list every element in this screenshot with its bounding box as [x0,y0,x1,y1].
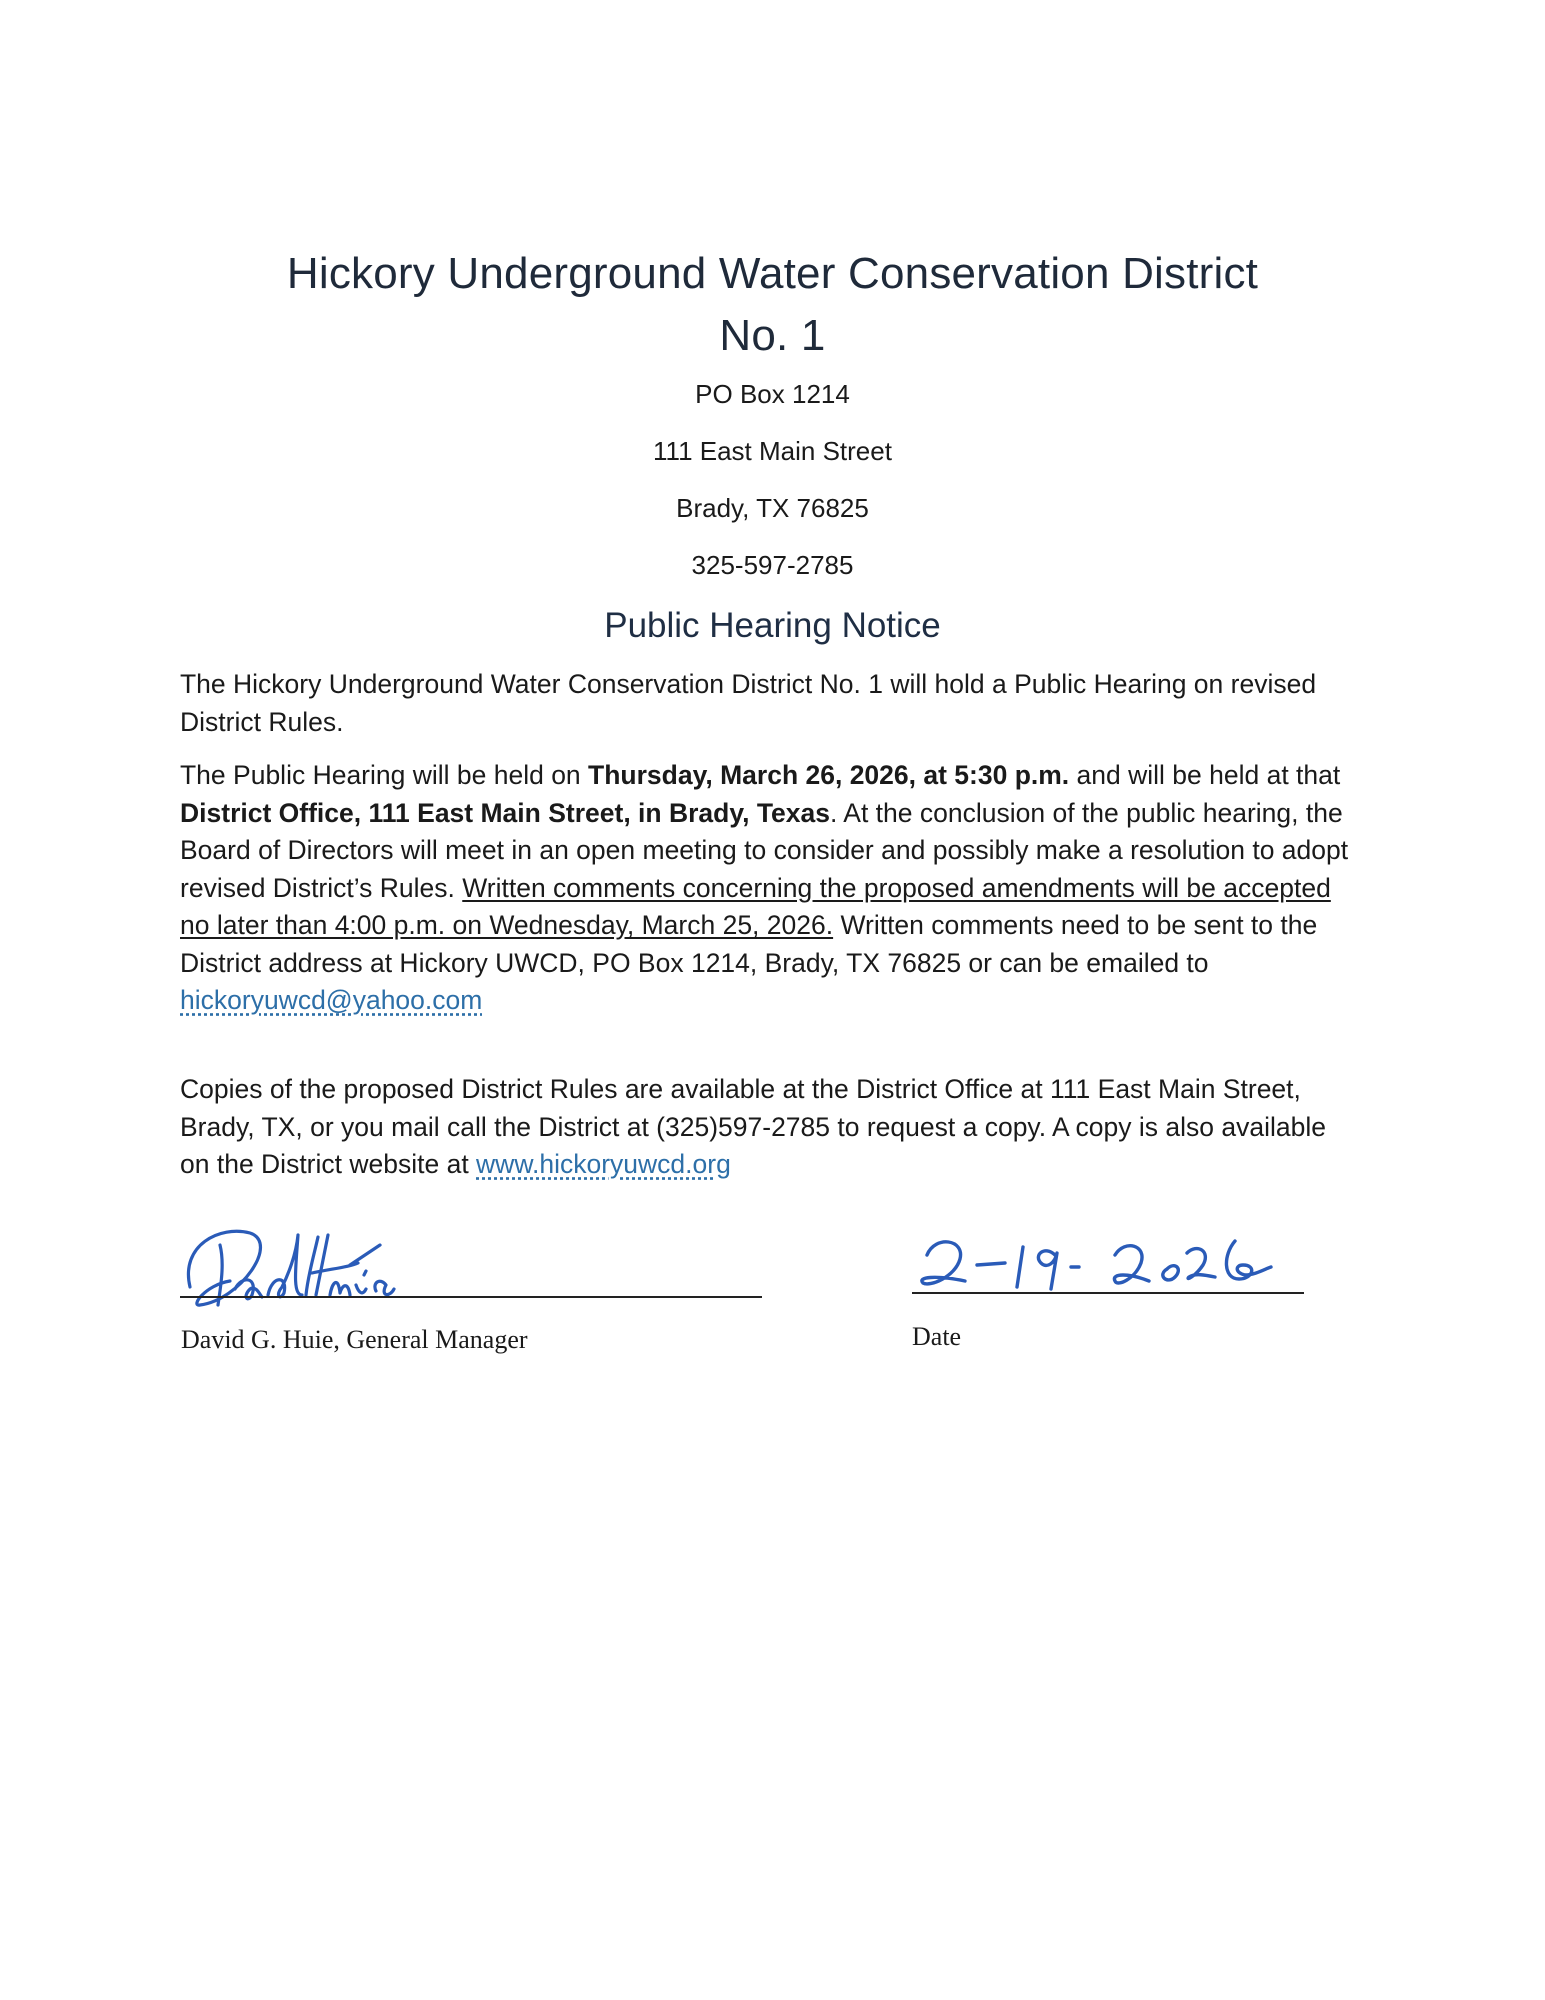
signature-line [180,1296,762,1298]
district-number-title: No. 1 [719,311,826,360]
hearing-datetime: Thursday, March 26, 2026, at 5:30 p.m. [588,760,1070,790]
notice-heading: Public Hearing Notice [604,606,941,645]
text: Written comments need to be sent to the District address at Hickory UWCD, PO Box 1214, Brady, TX 76825 or can be emailed to [180,910,1318,978]
date-line [912,1292,1304,1294]
district-name-title: Hickory Underground Water Conservation District [286,249,1259,298]
copies-paragraph [180,1071,1360,1184]
signer-name-title: David G. Huie, General Manager [181,1325,528,1354]
address-city: Brady, TX 76825 [676,493,869,523]
address-street: 111 East Main Street [653,436,892,466]
hearing-details-paragraph [180,757,1360,1020]
intro-paragraph: The Hickory Underground Water Conservation District No. 1 will hold a Public Hearing on revised District Rules. [180,669,1317,737]
address-phone: 325-597-2785 [691,550,854,580]
text: and will be held at that [1069,760,1341,790]
text: . At the conclusion of the public hearing, the Board of Directors will meet in an open meeting to consider and possibly make a resolution to adopt revised District’s Rules. [180,797,1349,903]
handwritten-signature [180,1205,760,1315]
email-link[interactable]: hickoryuwcd@yahoo.com [180,985,483,1015]
comment-deadline: Written comments concerning the proposed amendments will be accepted no later than 4:00 p.m. on Wednesday, March 25, 2026. [180,872,1331,940]
text: The Public Hearing will be held on [180,760,589,790]
address-po-box: PO Box 1214 [695,379,850,409]
date-label: Date [912,1322,962,1351]
hearing-location: District Office, 111 East Main Street, in Brady, Texas [180,797,831,828]
website-link[interactable]: www.hickoryuwcd.org [476,1149,731,1179]
text: Copies of the proposed District Rules are available at the District Office at 111 East Main Street, Brady, TX, or you mail call the District at (325)597-2785 to request a copy. A copy is also available on the District website at [180,1074,1326,1179]
